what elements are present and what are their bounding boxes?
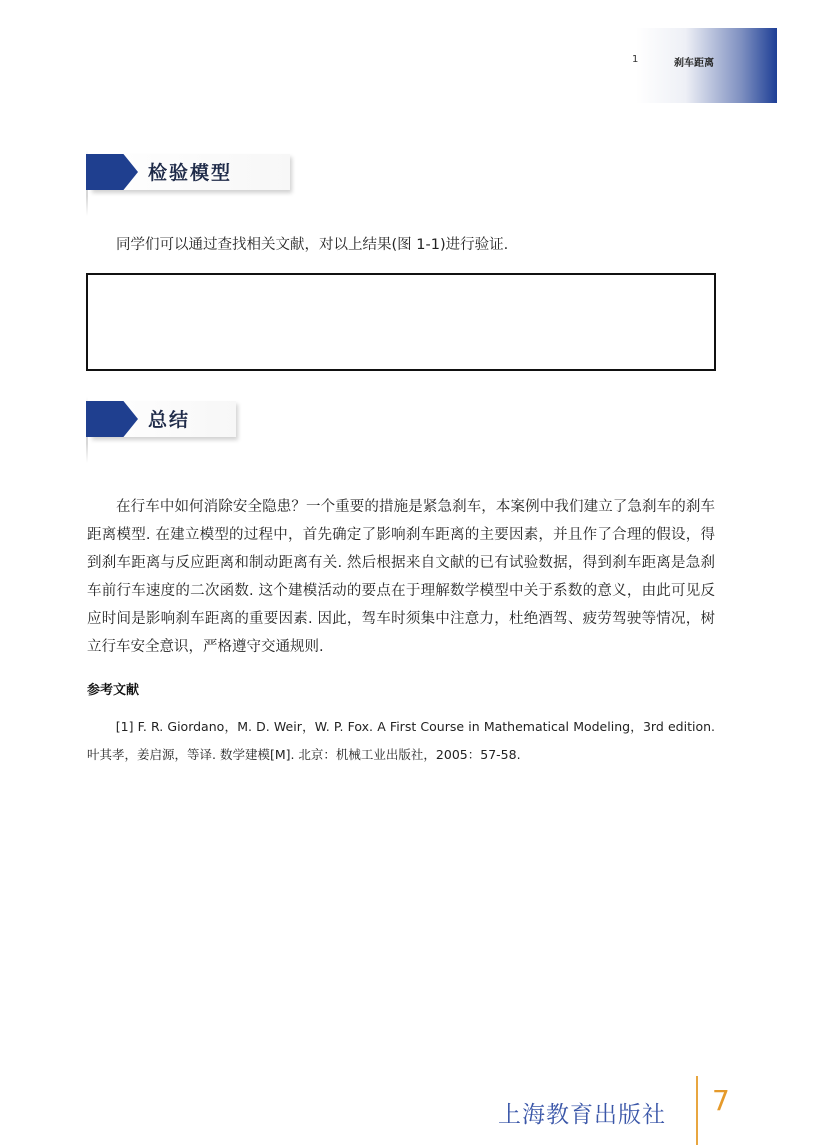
- chapter-title: 刹车距离: [674, 58, 714, 69]
- summary-paragraph: [87, 493, 715, 661]
- section-title: 检验模型: [148, 162, 233, 184]
- section-heading-summary: [86, 397, 242, 463]
- section-title: 总结: [148, 409, 191, 431]
- page-number: 7: [712, 1084, 730, 1117]
- reference-item: [1] F. R. Giordano，M. D. Weir，W. P. Fox. A First Course in Mathematical Modeling，3rd edition. 叶其孝，姜启源，等译. 数学建模[M]. 北京：机械工业出版社，2005：57-58.: [87, 719, 715, 762]
- footer-divider: [696, 1076, 698, 1145]
- references-heading: 参考文献: [87, 683, 140, 698]
- publisher-name: 上海教育出版社: [498, 1102, 666, 1128]
- chapter-number: 1: [632, 54, 639, 65]
- verify-paragraph: 同学们可以通过查找相关文献，对以上结果(图 1-1)进行验证.: [116, 237, 509, 253]
- summary-text: 在行车中如何消除安全隐患？一个重要的措施是紧急刹车，本案例中我们建立了急刹车的刹车距离模型. 在建立模型的过程中，首先确定了影响刹车距离的主要因素，并且作了合理的假设，得到刹车距离与反应距离和制动距离有关. 然后根据来自文献的已有试验数据，得到刹车距离是急刹车前行车速度的二次函数. 这个建模活动的要点在于理解数学模型中关于系数的意义，由此可见反应时间是影响刹车距离的重要因素. 因此，驾车时须集中注意力，杜绝酒驾、疲劳驾驶等情况，树立行车安全意识，严格遵守交通规则.: [87, 499, 715, 655]
- section-heading-verify: [86, 150, 296, 216]
- blank-answer-box: [86, 273, 716, 371]
